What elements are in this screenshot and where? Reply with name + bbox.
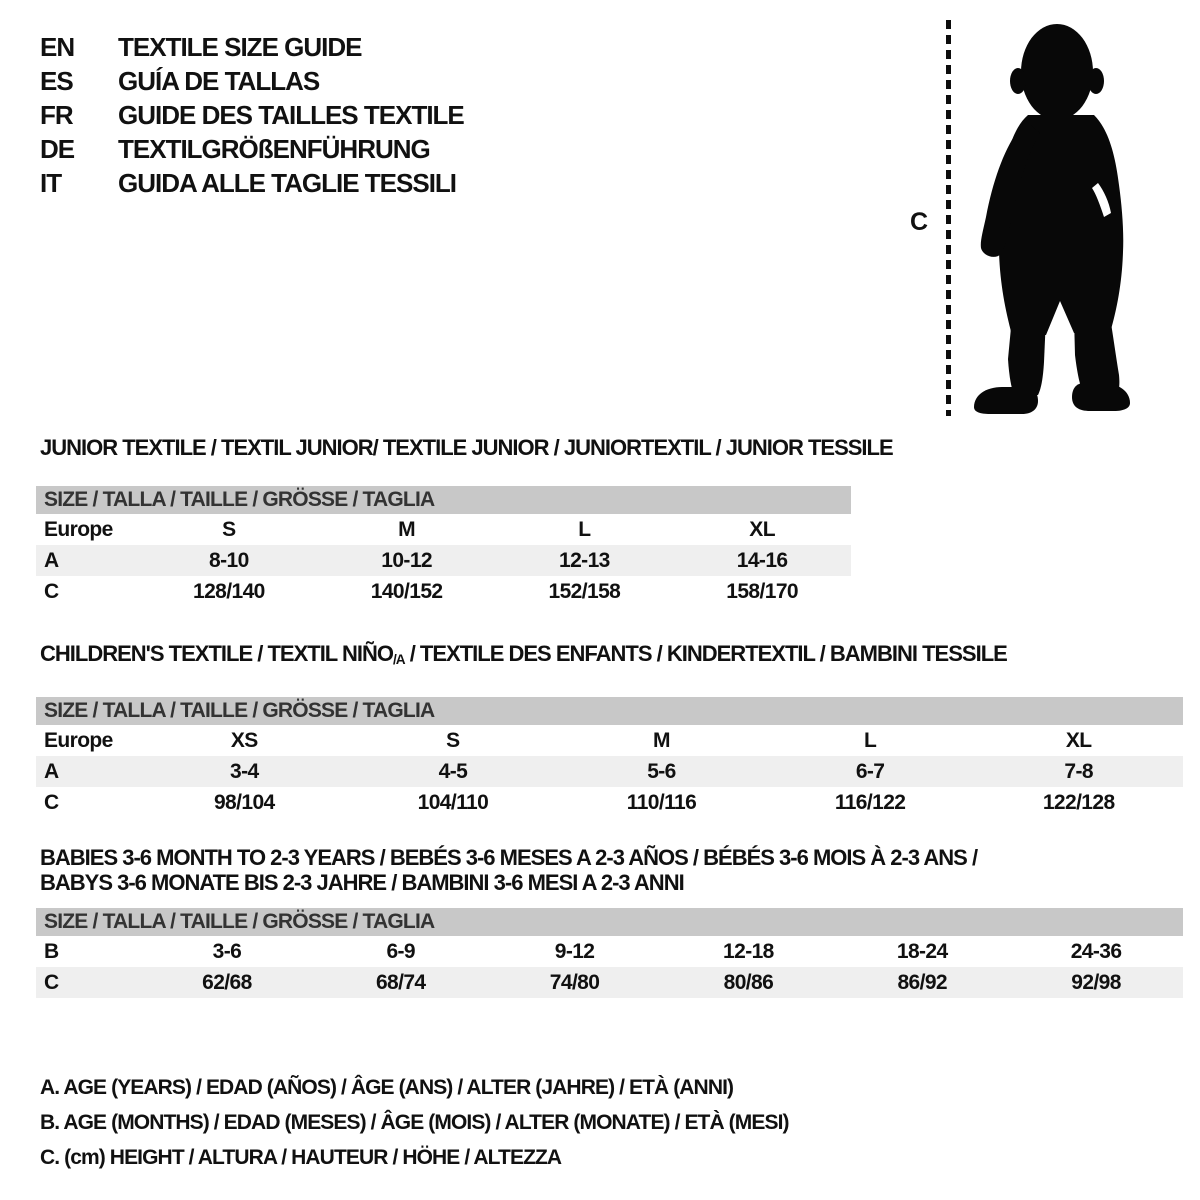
table-cell: 12-18 [723,940,774,963]
table-cell: 86/92 [897,971,948,994]
junior-textile-section [36,435,893,607]
table-row [36,787,1183,818]
table-cell: 18-24 [896,940,948,963]
row-label: C [44,791,59,814]
row-label: Europe [44,729,113,752]
table-cell: 6-9 [386,940,416,963]
row-label: Europe [44,518,113,541]
row-label: A [44,760,59,783]
table-cell: L [578,518,591,541]
height-measure-line [946,20,951,416]
legend-line-c: C. (cm) HEIGHT / ALTURA / HAUTEUR / HÖHE / ALTEZZA [40,1146,562,1169]
size-header-bar: SIZE / TALLA / TAILLE / GRÖSSE / TAGLIA [36,697,1183,725]
table-cell: 80/86 [723,971,774,994]
table-cell: XL [749,518,775,541]
children-size-table [36,725,1183,818]
language-code: IT [40,168,62,198]
title-line: BABYS 3-6 MONATE BIS 2-3 JAHRE / BAMBINI 3-6 MESI A 2-3 ANNI [40,870,684,895]
title-text: CHILDREN'S TEXTILE / TEXTIL NIÑO [40,641,393,666]
table-cell: M [653,729,670,752]
title-text: / TEXTILE DES ENFANTS / KINDERTEXTIL / BAMBINI TESSILE [404,641,1007,666]
table-cell: XL [1065,729,1092,752]
table-cell: 140/152 [370,580,443,603]
guide-title: GUÍA DE TALLAS [118,66,320,96]
language-row [40,98,464,132]
language-code: ES [40,66,73,96]
table-row [36,576,851,607]
toddler-silhouette-icon [962,14,1142,420]
table-cell: 8-10 [209,549,249,572]
babies-textile-section [36,845,1183,998]
row-label: C [44,580,59,603]
section-title [36,845,1183,895]
legend-line-a: A. AGE (YEARS) / EDAD (AÑOS) / ÂGE (ANS) / ALTER (JAHRE) / ETÀ (ANNI) [40,1076,734,1099]
legend [40,1070,789,1175]
table-cell: 9-12 [554,940,595,963]
language-row [40,30,464,64]
table-row [36,756,1183,787]
guide-title: GUIDE DES TAILLES TEXTILE [118,100,464,130]
table-row [36,545,851,576]
language-code: EN [40,32,75,62]
table-cell: 5-6 [647,760,676,783]
table-cell: 6-7 [855,760,885,783]
size-header-bar: SIZE / TALLA / TAILLE / GRÖSSE / TAGLIA [36,486,851,514]
legend-line-b: B. AGE (MONTHS) / EDAD (MESES) / ÂGE (MOIS) / ALTER (MONATE) / ETÀ (MESI) [40,1111,789,1134]
table-cell: L [863,729,877,752]
title-subscript: /A [392,652,405,667]
table-cell: S [446,729,460,752]
table-cell: 122/128 [1042,791,1115,814]
size-header-bar: SIZE / TALLA / TAILLE / GRÖSSE / TAGLIA [36,908,1183,936]
table-cell: 128/140 [193,580,265,603]
row-label: A [44,549,59,572]
junior-size-table [36,514,851,607]
table-cell: 12-13 [559,549,610,572]
table-cell: 10-12 [381,549,432,572]
language-row [40,64,464,98]
table-cell: 3-6 [212,940,242,963]
title-line: BABIES 3-6 MONTH TO 2-3 YEARS / BEBÉS 3-6 MESES A 2-3 AÑOS / BÉBÉS 3-6 MOIS À 2-3 ANS / [40,845,978,870]
table-cell: 152/158 [548,580,621,603]
table-cell: M [398,518,416,541]
table-row [36,936,1183,967]
children-textile-section [36,641,1183,818]
height-label-c: C [910,208,929,236]
language-code: FR [40,100,73,130]
table-cell: 24-36 [1070,940,1122,963]
table-cell: 74/80 [549,971,600,994]
row-label: C [44,971,59,994]
babies-size-table [36,936,1183,998]
guide-title: GUIDA ALLE TAGLIE TESSILI [118,168,457,198]
section-title: JUNIOR TEXTILE / TEXTIL JUNIOR/ TEXTILE JUNIOR / JUNIORTEXTIL / JUNIOR TESSILE [40,435,893,460]
section-title [36,641,1183,672]
language-row [40,132,464,166]
table-cell: 92/98 [1071,971,1121,994]
table-cell: 68/74 [375,971,426,994]
row-label: B [44,940,59,963]
table-cell: 98/104 [213,791,275,814]
language-title-list [40,30,464,200]
guide-title: TEXTILGRÖßENFÜHRUNG [118,134,430,164]
table-cell: 110/116 [626,791,697,814]
table-cell: XS [230,729,258,752]
table-cell: 7-8 [1064,760,1093,783]
table-cell: 104/110 [417,791,489,814]
table-cell: 3-4 [230,760,259,783]
table-cell: S [222,518,236,541]
guide-title: TEXTILE SIZE GUIDE [118,32,362,62]
table-cell: 4-5 [438,760,468,783]
table-row [36,725,1183,756]
table-cell: 14-16 [736,549,788,572]
language-row [40,166,464,200]
table-cell: 158/170 [726,580,798,603]
table-cell: 62/68 [202,971,252,994]
table-row [36,967,1183,998]
language-code: DE [40,134,75,164]
table-row [36,514,851,545]
table-cell: 116/122 [834,791,906,814]
